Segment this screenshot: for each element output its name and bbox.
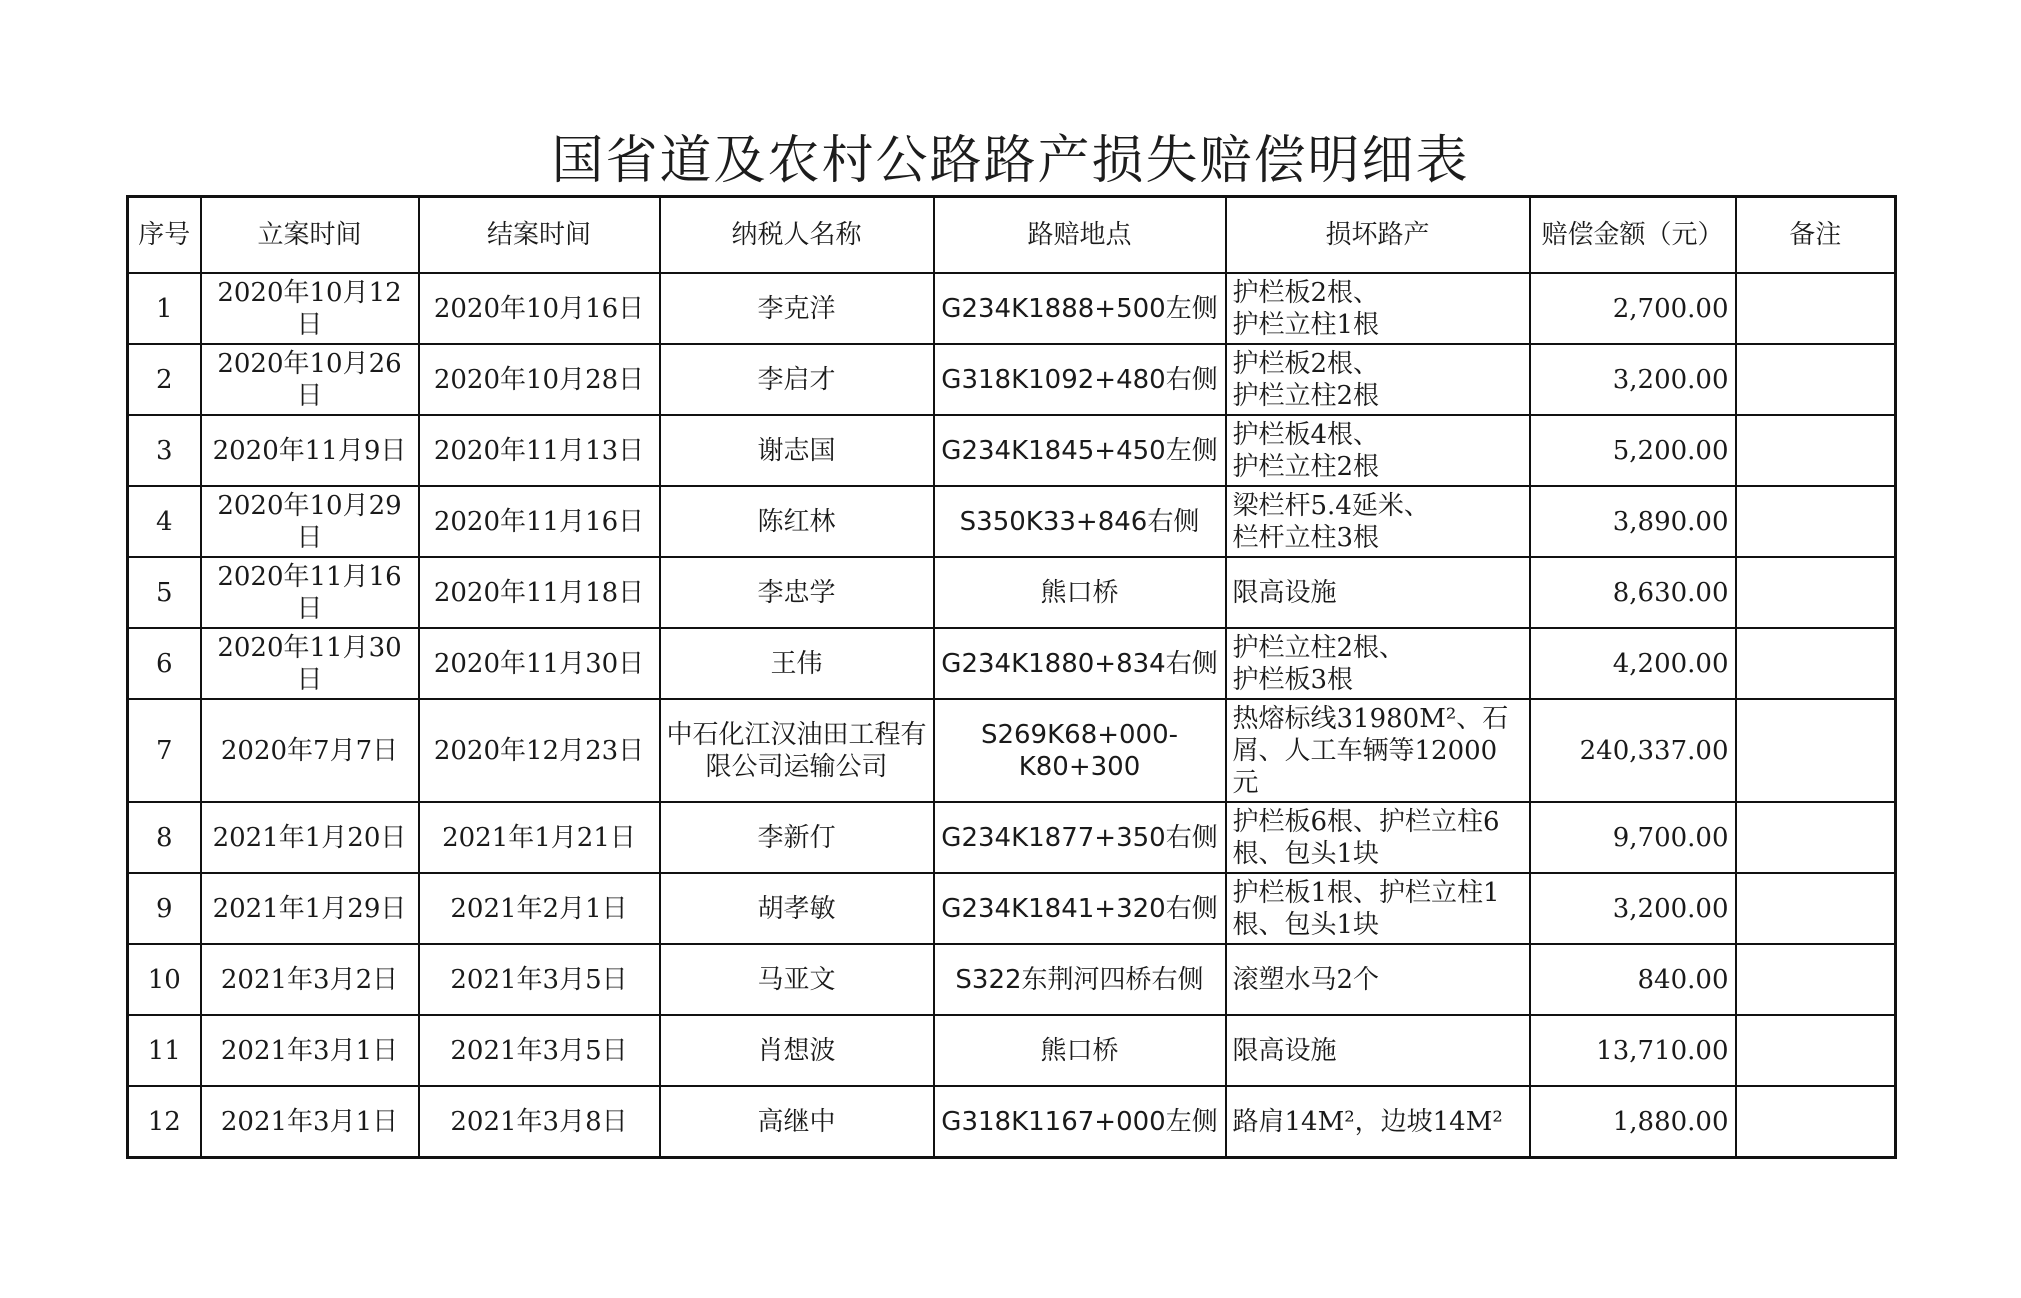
table-row: [128, 1015, 1896, 1086]
cell-no: 10: [128, 944, 201, 1015]
cell-payer: 胡孝敏: [660, 873, 934, 944]
cell-closed-date: 2020年10月16日: [419, 273, 660, 344]
cell-no: 9: [128, 873, 201, 944]
cell-note: [1736, 873, 1896, 944]
cell-damage: 限高设施: [1226, 1015, 1530, 1086]
cell-closed-date: 2020年10月28日: [419, 344, 660, 415]
page-title: 国省道及农村公路路产损失赔偿明细表: [551, 131, 1470, 191]
table-row: [128, 628, 1896, 699]
header-filed-date: 立案时间: [201, 197, 419, 274]
cell-note: [1736, 1015, 1896, 1086]
cell-payer: 李忠学: [660, 557, 934, 628]
cell-damage: 热熔标线31980M²、石屑、人工车辆等12000元: [1226, 699, 1530, 802]
cell-filed-date: 2021年3月1日: [201, 1086, 419, 1158]
cell-note: [1736, 486, 1896, 557]
cell-amount: 840.00: [1530, 944, 1736, 1015]
cell-no: 11: [128, 1015, 201, 1086]
cell-damage: 梁栏杆5.4延米、 栏杆立柱3根: [1226, 486, 1530, 557]
cell-note: [1736, 699, 1896, 802]
header-no: 序号: [128, 197, 201, 274]
cell-damage: 护栏立柱2根、 护栏板3根: [1226, 628, 1530, 699]
cell-filed-date: 2020年11月16日: [201, 557, 419, 628]
cell-amount: 8,630.00: [1530, 557, 1736, 628]
cell-note: [1736, 802, 1896, 873]
cell-payer: 肖想波: [660, 1015, 934, 1086]
cell-closed-date: 2021年3月8日: [419, 1086, 660, 1158]
cell-closed-date: 2021年2月1日: [419, 873, 660, 944]
table-row: [128, 1086, 1896, 1158]
cell-filed-date: 2021年3月2日: [201, 944, 419, 1015]
cell-filed-date: 2020年11月9日: [201, 415, 419, 486]
cell-closed-date: 2021年3月5日: [419, 944, 660, 1015]
cell-no: 2: [128, 344, 201, 415]
cell-no: 1: [128, 273, 201, 344]
cell-no: 12: [128, 1086, 201, 1158]
cell-no: 5: [128, 557, 201, 628]
table-row: [128, 486, 1896, 557]
header-damage: 损坏路产: [1226, 197, 1530, 274]
cell-no: 3: [128, 415, 201, 486]
cell-note: [1736, 628, 1896, 699]
cell-damage: 滚塑水马2个: [1226, 944, 1530, 1015]
cell-filed-date: 2020年10月29日: [201, 486, 419, 557]
cell-amount: 3,200.00: [1530, 344, 1736, 415]
cell-closed-date: 2020年11月13日: [419, 415, 660, 486]
cell-location: S322东荆河四桥右侧: [934, 944, 1226, 1015]
cell-closed-date: 2021年3月5日: [419, 1015, 660, 1086]
cell-payer: 马亚文: [660, 944, 934, 1015]
cell-damage: 护栏板2根、 护栏立柱2根: [1226, 344, 1530, 415]
cell-location: G318K1092+480右侧: [934, 344, 1226, 415]
cell-location: G234K1841+320右侧: [934, 873, 1226, 944]
header-amount: 赔偿金额（元）: [1530, 197, 1736, 274]
cell-location: 熊口桥: [934, 1015, 1226, 1086]
cell-amount: 1,880.00: [1530, 1086, 1736, 1158]
cell-note: [1736, 944, 1896, 1015]
cell-location: S350K33+846右侧: [934, 486, 1226, 557]
table-row: [128, 557, 1896, 628]
cell-amount: 4,200.00: [1530, 628, 1736, 699]
cell-filed-date: 2020年10月12日: [201, 273, 419, 344]
table-row: [128, 802, 1896, 873]
cell-damage: 护栏板2根、 护栏立柱1根: [1226, 273, 1530, 344]
cell-no: 6: [128, 628, 201, 699]
cell-payer: 陈红林: [660, 486, 934, 557]
table-header: [128, 197, 1896, 274]
cell-filed-date: 2021年3月1日: [201, 1015, 419, 1086]
cell-location: G234K1888+500左侧: [934, 273, 1226, 344]
cell-amount: 13,710.00: [1530, 1015, 1736, 1086]
cell-closed-date: 2020年12月23日: [419, 699, 660, 802]
cell-damage: 路肩14M²，边坡14M²: [1226, 1086, 1530, 1158]
cell-damage: 护栏板6根、护栏立柱6根、包头1块: [1226, 802, 1530, 873]
cell-note: [1736, 415, 1896, 486]
cell-amount: 9,700.00: [1530, 802, 1736, 873]
cell-location: 熊口桥: [934, 557, 1226, 628]
cell-closed-date: 2020年11月16日: [419, 486, 660, 557]
table-row: [128, 415, 1896, 486]
cell-filed-date: 2020年10月26日: [201, 344, 419, 415]
cell-amount: 2,700.00: [1530, 273, 1736, 344]
cell-note: [1736, 557, 1896, 628]
table-row: [128, 273, 1896, 344]
compensation-table: [126, 195, 1897, 1159]
header-payer: 纳税人名称: [660, 197, 934, 274]
cell-note: [1736, 273, 1896, 344]
cell-closed-date: 2020年11月30日: [419, 628, 660, 699]
cell-damage: 限高设施: [1226, 557, 1530, 628]
header-location: 路赔地点: [934, 197, 1226, 274]
cell-no: 8: [128, 802, 201, 873]
cell-payer: 谢志国: [660, 415, 934, 486]
cell-location: G234K1845+450左侧: [934, 415, 1226, 486]
cell-location: G318K1167+000左侧: [934, 1086, 1226, 1158]
cell-filed-date: 2020年7月7日: [201, 699, 419, 802]
cell-filed-date: 2021年1月20日: [201, 802, 419, 873]
header-row: [128, 197, 1896, 274]
cell-payer: 中石化江汉油田工程有限公司运输公司: [660, 699, 934, 802]
table-body: [128, 273, 1896, 1158]
cell-amount: 3,200.00: [1530, 873, 1736, 944]
cell-location: S269K68+000-K80+300: [934, 699, 1226, 802]
cell-location: G234K1877+350右侧: [934, 802, 1226, 873]
table-row: [128, 344, 1896, 415]
cell-damage: 护栏板1根、护栏立柱1根、包头1块: [1226, 873, 1530, 944]
cell-note: [1736, 344, 1896, 415]
cell-amount: 5,200.00: [1530, 415, 1736, 486]
table-row: [128, 873, 1896, 944]
header-closed-date: 结案时间: [419, 197, 660, 274]
table-row: [128, 699, 1896, 802]
cell-no: 7: [128, 699, 201, 802]
cell-no: 4: [128, 486, 201, 557]
cell-payer: 李启才: [660, 344, 934, 415]
cell-closed-date: 2021年1月21日: [419, 802, 660, 873]
cell-damage: 护栏板4根、 护栏立柱2根: [1226, 415, 1530, 486]
cell-filed-date: 2021年1月29日: [201, 873, 419, 944]
cell-payer: 高继中: [660, 1086, 934, 1158]
cell-filed-date: 2020年11月30日: [201, 628, 419, 699]
cell-payer: 李克洋: [660, 273, 934, 344]
cell-location: G234K1880+834右侧: [934, 628, 1226, 699]
cell-payer: 王伟: [660, 628, 934, 699]
header-note: 备注: [1736, 197, 1896, 274]
cell-payer: 李新仃: [660, 802, 934, 873]
cell-note: [1736, 1086, 1896, 1158]
cell-amount: 240,337.00: [1530, 699, 1736, 802]
cell-closed-date: 2020年11月18日: [419, 557, 660, 628]
cell-amount: 3,890.00: [1530, 486, 1736, 557]
table-row: [128, 944, 1896, 1015]
